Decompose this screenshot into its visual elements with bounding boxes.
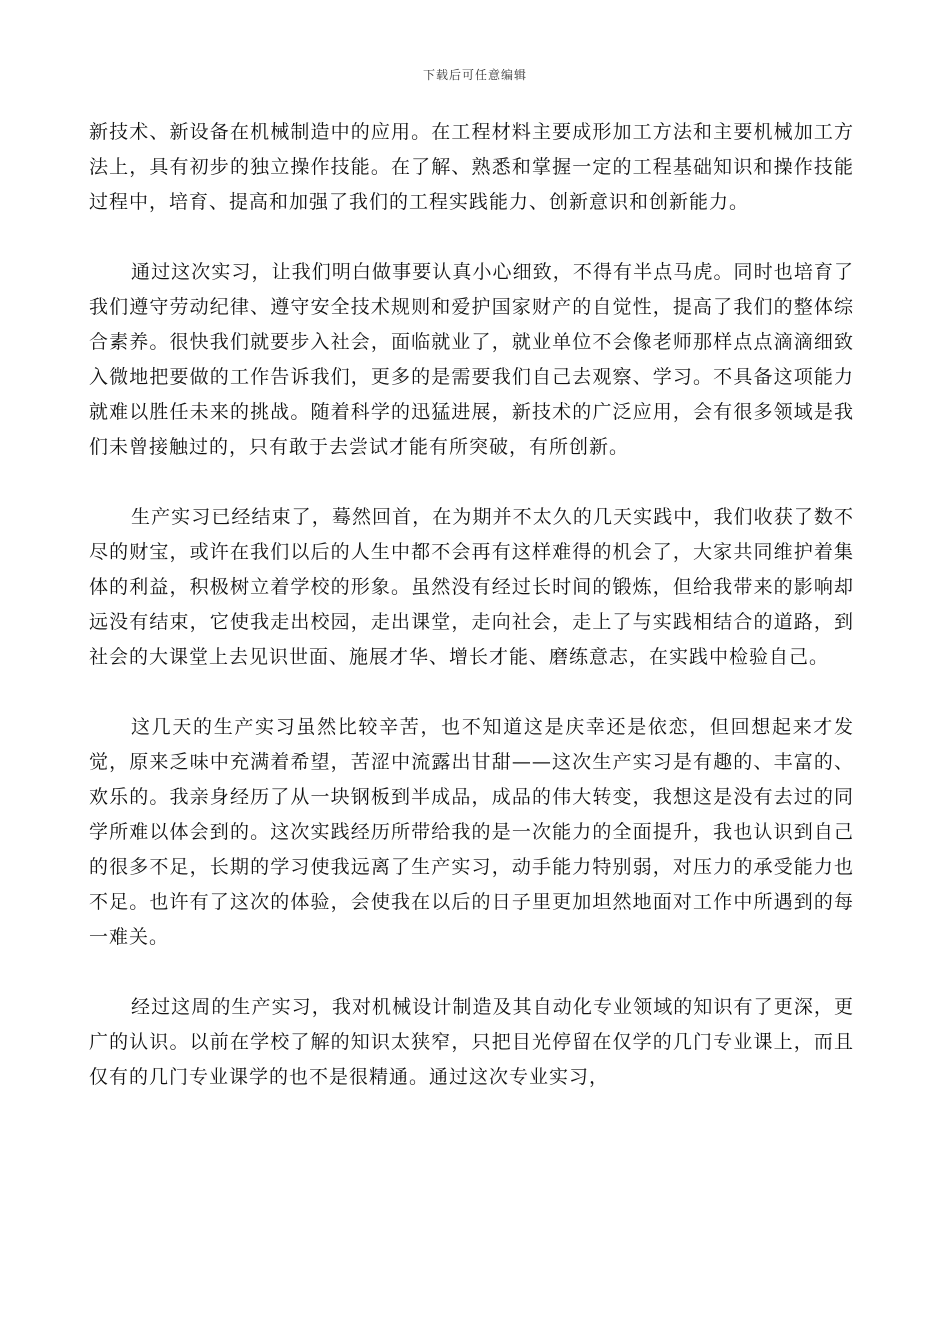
paragraph-internship-lessons: 通过这次实习，让我们明白做事要认真小心细致，不得有半点马虎。同时也培育了我们遵守劳动纪律、遵守安全技术规则和爱护国家财产的自觉性，提高了我们的整体综合素养。很快我们就要步入社会，面临就业了，就业单位不会像老师那样点点滴滴细致入微地把要做的工作告诉我们，更多的是需要我们自己去观察、学习。不具备这项能力就难以胜任未来的挑战。随着科学的迅猛进展，新技术的广泛应用，会有很多领域是我们未曾接触过的，只有敢于去尝试才能有所突破，有所创新。 — [89, 261, 854, 458]
page-header-note: 下载后可任意编辑 — [422, 68, 527, 82]
document-body — [89, 115, 854, 1130]
paragraph-continuation: 新技术、新设备在机械制造中的应用。在工程材料主要成形加工方法和主要机械加工方法上，具有初步的独立操作技能。在了解、熟悉和掌握一定的工程基础知识和操作技能过程中，培育、提高和加强了我们的工程实践能力、创新意识和创新能力。 — [89, 121, 854, 213]
paragraph-professional-knowledge: 经过这周的生产实习，我对机械设计制造及其自动化专业领域的知识有了更深，更广的认识。以前在学校了解的知识太狭窄，只把目光停留在仅学的几门专业课上，而且仅有的几门专业课学的也不是很精通。通过这次专业实习， — [89, 996, 854, 1088]
paragraph-internship-ended: 生产实习已经结束了，蓦然回首，在为期并不太久的几天实践中，我们收获了数不尽的财宝，或许在我们以后的人生中都不会再有这样难得的机会了，大家共同维护着集体的利益，积极树立着学校的形象。虽然没有经过长时间的锻炼，但给我带来的影响却远没有结束，它使我走出校园，走出课堂，走向社会，走上了与实践相结合的道路，到社会的大课堂上去见识世面、施展才华、增长才能、磨练意志，在实践中检验自己。 — [89, 506, 854, 668]
paragraph-internship-reflection: 这几天的生产实习虽然比较辛苦，也不知道这是庆幸还是依恋，但回想起来才发觉，原来乏味中充满着希望，苦涩中流露出甘甜——这次生产实习是有趣的、丰富的、欢乐的。我亲身经历了从一块钢板到半成品，成品的伟大转变，我想这是没有去过的同学所难以体会到的。这次实践经历所带给我的是一次能力的全面提升，我也认识到自己的很多不足，长期的学习使我远离了生产实习，动手能力特别弱，对压力的承受能力也不足。也许有了这次的体验，会使我在以后的日子里更加坦然地面对工作中所遇到的每一难关。 — [89, 716, 854, 948]
